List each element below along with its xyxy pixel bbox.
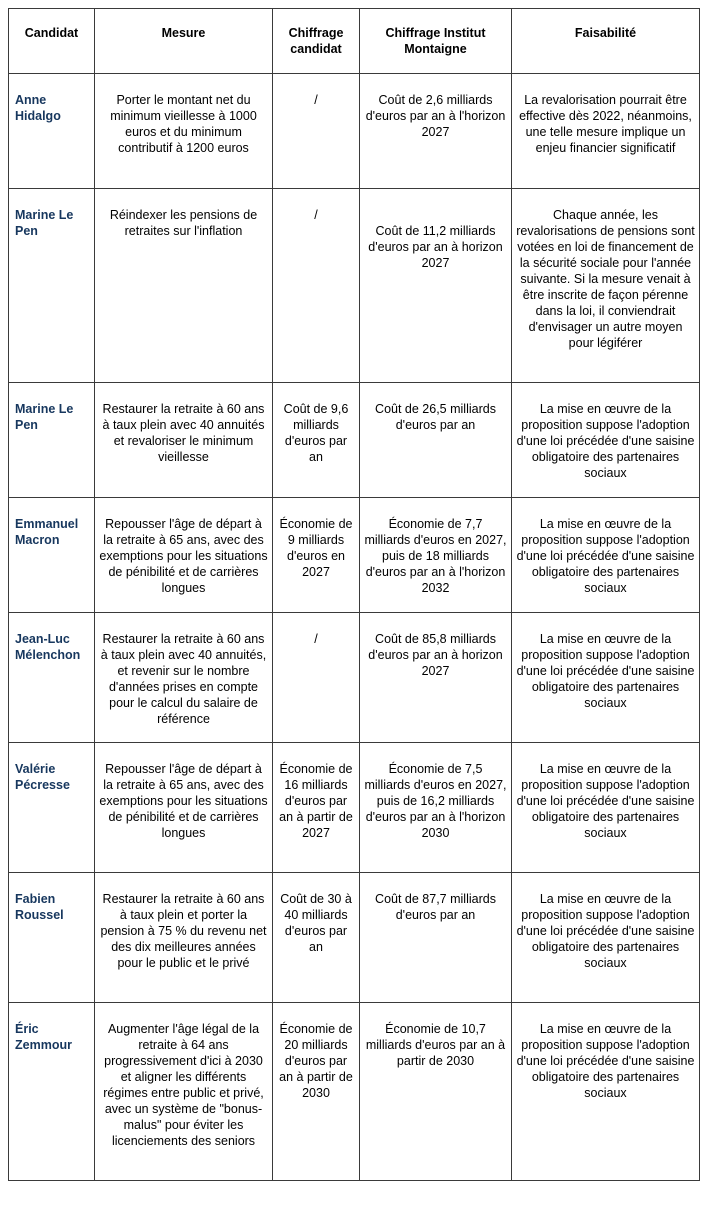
institute-cost-cell: Coût de 85,8 milliards d'euros par an à horizon 2027 xyxy=(360,613,512,743)
institute-cost-cell: Coût de 87,7 milliards d'euros par an xyxy=(360,873,512,1003)
institute-cost-cell: Économie de 10,7 milliards d'euros par an à partir de 2030 xyxy=(360,1003,512,1181)
institute-cost-cell: Économie de 7,7 milliards d'euros en 2027, puis de 18 milliards d'euros par an à l'horizon 2032 xyxy=(360,498,512,613)
table-row xyxy=(9,613,700,743)
feasibility-cell: La mise en œuvre de la proposition suppose l'adoption d'une loi précédée d'une saisine obligatoire des partenaires sociaux xyxy=(512,743,700,873)
table-row xyxy=(9,498,700,613)
feasibility-cell: La mise en œuvre de la proposition suppose l'adoption d'une loi précédée d'une saisine obligatoire des partenaires sociaux xyxy=(512,383,700,498)
measure-cell: Réindexer les pensions de retraites sur l'inflation xyxy=(95,189,273,383)
institute-cost-cell: Économie de 7,5 milliards d'euros en 2027, puis de 16,2 milliards d'euros par an à l'horizon 2030 xyxy=(360,743,512,873)
institute-cost-cell: Coût de 26,5 milliards d'euros par an xyxy=(360,383,512,498)
candidate-name: Valérie Pécresse xyxy=(9,743,95,873)
candidate-name: Fabien Roussel xyxy=(9,873,95,1003)
feasibility-cell: La mise en œuvre de la proposition suppose l'adoption d'une loi précédée d'une saisine obligatoire des partenaires sociaux xyxy=(512,613,700,743)
header-mesure: Mesure xyxy=(95,9,273,74)
measure-cell: Porter le montant net du minimum vieillesse à 1000 euros et du minimum contributif à 1200 euros xyxy=(95,74,273,189)
institute-cost-cell: Coût de 11,2 milliards d'euros par an à horizon 2027 xyxy=(360,189,512,383)
measure-cell: Repousser l'âge de départ à la retraite à 65 ans, avec des exemptions pour les situations de pénibilité et de carrières longues xyxy=(95,743,273,873)
measure-cell: Restaurer la retraite à 60 ans à taux plein avec 40 annuités, et revenir sur le nombre d'années prises en compte pour le calcul du salaire de référence xyxy=(95,613,273,743)
candidate-name: Marine Le Pen xyxy=(9,189,95,383)
header-chiffrage-institut: Chiffrage Institut Montaigne xyxy=(360,9,512,74)
candidate-cost-cell: Économie de 16 milliards d'euros par an à partir de 2027 xyxy=(273,743,360,873)
candidate-cost-cell: / xyxy=(273,189,360,383)
measure-cell: Restaurer la retraite à 60 ans à taux plein et porter la pension à 75 % du revenu net des dix meilleures années pour le public et le privé xyxy=(95,873,273,1003)
table-row xyxy=(9,189,700,383)
table-row xyxy=(9,383,700,498)
candidate-cost-cell: Économie de 20 milliards d'euros par an à partir de 2030 xyxy=(273,1003,360,1181)
institute-cost-cell: Coût de 2,6 milliards d'euros par an à l'horizon 2027 xyxy=(360,74,512,189)
feasibility-cell: La mise en œuvre de la proposition suppose l'adoption d'une loi précédée d'une saisine obligatoire des partenaires sociaux xyxy=(512,1003,700,1181)
proposals-table-container xyxy=(8,8,700,1181)
candidate-cost-cell: Coût de 9,6 milliards d'euros par an xyxy=(273,383,360,498)
feasibility-cell: Chaque année, les revalorisations de pensions sont votées en loi de financement de la sécurité sociale pour l'année suivante. Si la mesure venait à être inscrite de façon pérenne dans la loi, il conviendrait d'envisager un autre moyen pour légiférer xyxy=(512,189,700,383)
candidate-name: Éric Zemmour xyxy=(9,1003,95,1181)
candidate-cost-cell: / xyxy=(273,613,360,743)
header-faisabilite: Faisabilité xyxy=(512,9,700,74)
table-row xyxy=(9,1003,700,1181)
table-header-row xyxy=(9,9,700,74)
table-row xyxy=(9,74,700,189)
candidate-name: Emmanuel Macron xyxy=(9,498,95,613)
table-row xyxy=(9,873,700,1003)
feasibility-cell: La mise en œuvre de la proposition suppose l'adoption d'une loi précédée d'une saisine obligatoire des partenaires sociaux xyxy=(512,498,700,613)
table-row xyxy=(9,743,700,873)
candidate-cost-cell: / xyxy=(273,74,360,189)
candidate-cost-cell: Coût de 30 à 40 milliards d'euros par an xyxy=(273,873,360,1003)
candidate-cost-cell: Économie de 9 milliards d'euros en 2027 xyxy=(273,498,360,613)
feasibility-cell: La mise en œuvre de la proposition suppose l'adoption d'une loi précédée d'une saisine obligatoire des partenaires sociaux xyxy=(512,873,700,1003)
candidate-name: Anne Hidalgo xyxy=(9,74,95,189)
header-chiffrage-candidat: Chiffrage candidat xyxy=(273,9,360,74)
measure-cell: Restaurer la retraite à 60 ans à taux plein avec 40 annuités et revaloriser le minimum vieillesse xyxy=(95,383,273,498)
candidate-name: Jean-Luc Mélenchon xyxy=(9,613,95,743)
pension-proposals-table xyxy=(8,8,700,1181)
feasibility-cell: La revalorisation pourrait être effective dès 2022, néanmoins, une telle mesure implique un enjeu financier significatif xyxy=(512,74,700,189)
header-candidat: Candidat xyxy=(9,9,95,74)
measure-cell: Repousser l'âge de départ à la retraite à 65 ans, avec des exemptions pour les situations de pénibilité et de carrières longues xyxy=(95,498,273,613)
measure-cell: Augmenter l'âge légal de la retraite à 64 ans progressivement d'ici à 2030 et aligner les différents régimes entre public et privé, avec un système de "bonus-malus" pour éviter les licenciements des seniors xyxy=(95,1003,273,1181)
candidate-name: Marine Le Pen xyxy=(9,383,95,498)
